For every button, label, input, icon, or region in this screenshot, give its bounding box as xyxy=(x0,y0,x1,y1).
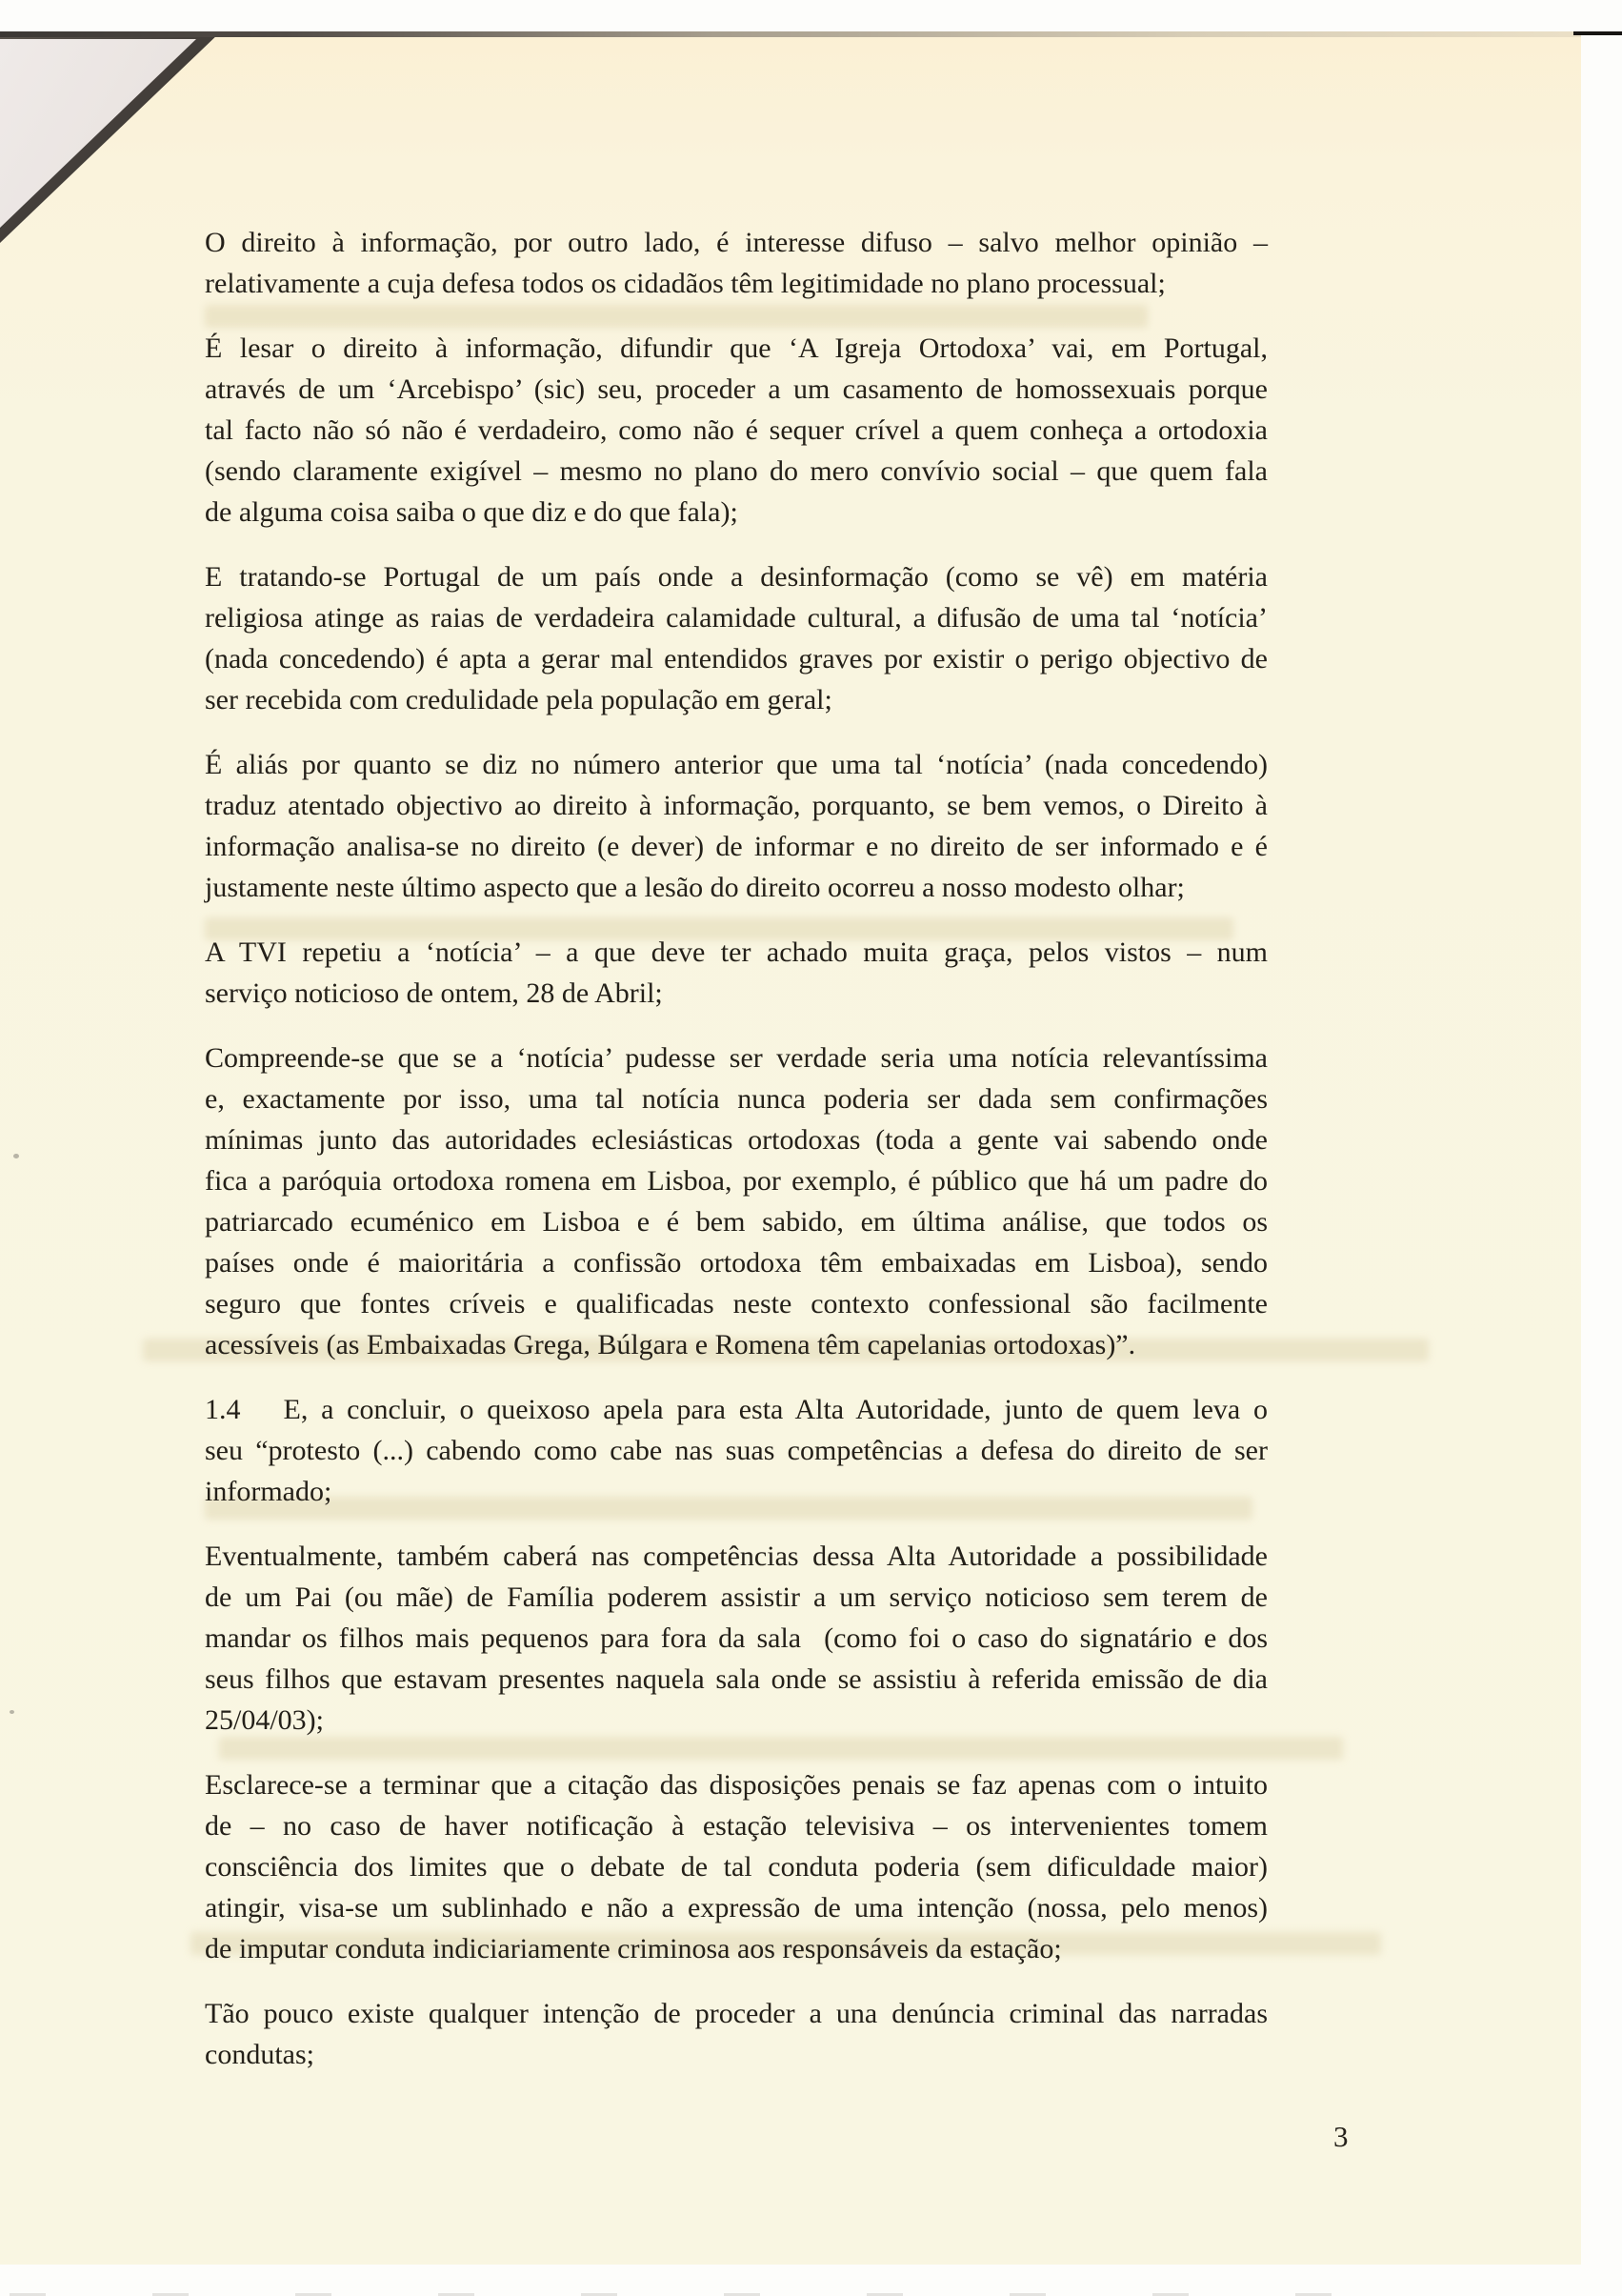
text-line: E tratando-se Portugal de um país onde a desinformação (como se vê) em matéria xyxy=(205,561,1268,593)
text-line: condutas; xyxy=(205,2039,314,2070)
paragraph xyxy=(205,1536,1268,1741)
text-line: consciência dos limites que o debate de tal conduta poderia (sem dificuldade maior) xyxy=(205,1851,1268,1883)
text-line: seguro que fontes críveis e qualificadas neste contexto confessional são facilmente xyxy=(205,1288,1268,1319)
paragraph xyxy=(205,744,1268,908)
paragraph xyxy=(205,1993,1268,2075)
text-line: Eventualmente, também caberá nas competências dessa Alta Autoridade a possibilidade xyxy=(205,1541,1268,1572)
scan-speck xyxy=(13,1154,19,1158)
page-content xyxy=(205,222,1268,2099)
paragraph xyxy=(205,932,1268,1014)
text-line: ser recebida com credulidade pela população em geral; xyxy=(205,684,832,715)
paragraph xyxy=(205,1764,1268,1969)
text-line: traduz atentado objectivo ao direito à informação, porquanto, se bem vemos, o Direito à xyxy=(205,790,1268,821)
page xyxy=(0,31,1581,2265)
text-line: mandar os filhos mais pequenos para fora da sala (como foi o caso do signatário e dos xyxy=(205,1622,1268,1654)
text-line: seu “protesto (...) cabendo como cabe nas suas competências a defesa do direito de ser xyxy=(205,1435,1268,1466)
scan-top-right-edge-mark xyxy=(1573,31,1622,35)
text-line: Tão pouco existe qualquer intenção de proceder a una denúncia criminal das narradas xyxy=(205,1998,1268,2029)
text-line: O direito à informação, por outro lado, é interesse difuso – salvo melhor opinião – xyxy=(205,227,1268,258)
text-line: relativamente a cuja defesa todos os cidadãos têm legitimidade no plano processual; xyxy=(205,268,1166,299)
text-line: de – no caso de haver notificação à estação televisiva – os intervenientes tomem xyxy=(205,1810,1268,1842)
text-line: seus filhos que estavam presentes naquela sala onde se assistiu à referida emissão de dia xyxy=(205,1663,1268,1695)
text-line: justamente neste último aspecto que a lesão do direito ocorreu a nosso modesto olhar; xyxy=(205,872,1185,903)
text-line: de um Pai (ou mãe) de Família poderem assistir a um serviço noticioso sem terem de xyxy=(205,1581,1268,1613)
text-line: tal facto não só não é verdadeiro, como não é sequer crível a quem conheça a ortodoxia xyxy=(205,414,1268,446)
text-line: fica a paróquia ortodoxa romena em Lisboa, por exemplo, é público que há um padre do xyxy=(205,1165,1268,1197)
page-number: 3 xyxy=(1333,2120,1349,2153)
text-line: 25/04/03); xyxy=(205,1704,324,1736)
text-line: atingir, visa-se um sublinhado e não a expressão de uma intenção (nossa, pelo menos) xyxy=(205,1892,1268,1923)
text-line: serviço noticioso de ontem, 28 de Abril; xyxy=(205,977,663,1009)
text-line: religiosa atinge as raias de verdadeira calamidade cultural, a difusão de uma tal ‘notícia’ xyxy=(205,602,1268,634)
text-line: 1.4 E, a concluir, o queixoso apela para esta Alta Autoridade, junto de quem leva o xyxy=(205,1394,1268,1425)
text-line: mínimas junto das autoridades eclesiásticas ortodoxas (toda a gente vai sabendo onde xyxy=(205,1124,1268,1156)
paragraph xyxy=(205,556,1268,720)
text-line: (sendo claramente exigível – mesmo no plano do mero convívio social – que quem fala xyxy=(205,455,1268,487)
text-line: (nada concedendo) é apta a gerar mal entendidos graves por existir o perigo objectivo de xyxy=(205,643,1268,675)
text-line: patriarcado ecuménico em Lisboa e é bem sabido, em última análise, que todos os xyxy=(205,1206,1268,1238)
text-line: de alguma coisa saiba o que diz e do que fala); xyxy=(205,496,738,528)
text-line: de imputar conduta indiciariamente criminosa aos responsáveis da estação; xyxy=(205,1933,1062,1964)
text-line: e, exactamente por isso, uma tal notícia nunca poderia ser dada sem confirmações xyxy=(205,1083,1268,1115)
text-line: acessíveis (as Embaixadas Grega, Búlgara e Romena têm capelanias ortodoxas)”. xyxy=(205,1329,1136,1360)
paragraph xyxy=(205,1037,1268,1365)
text-line: informado; xyxy=(205,1476,332,1507)
text-line: Compreende-se que se a ‘notícia’ pudesse ser verdade seria uma notícia relevantíssima xyxy=(205,1042,1268,1074)
paragraph-1-4 xyxy=(205,1389,1268,1512)
text-line: A TVI repetiu a ‘notícia’ – a que deve ter achado muita graça, pelos vistos – num xyxy=(205,937,1268,968)
paragraph xyxy=(205,222,1268,304)
text-line: É lesar o direito à informação, difundir que ‘A Igreja Ortodoxa’ vai, em Portugal, xyxy=(205,332,1268,364)
text-line: através de um ‘Arcebispo’ (sic) seu, proceder a um casamento de homossexuais porque xyxy=(205,373,1268,405)
scan-speck xyxy=(10,1710,14,1714)
text-line: Esclarece-se a terminar que a citação das disposições penais se faz apenas com o intuito xyxy=(205,1769,1268,1801)
text-line: É aliás por quanto se diz no número anterior que uma tal ‘notícia’ (nada concedendo) xyxy=(205,749,1268,780)
scan-top-edge xyxy=(0,31,1581,37)
text-line: países onde é maioritária a confissão ortodoxa têm embaixadas em Lisboa), sendo xyxy=(205,1247,1268,1279)
paragraph xyxy=(205,328,1268,533)
text-line: informação analisa-se no direito (e dever) de informar e no direito de ser informado e é xyxy=(205,831,1268,862)
